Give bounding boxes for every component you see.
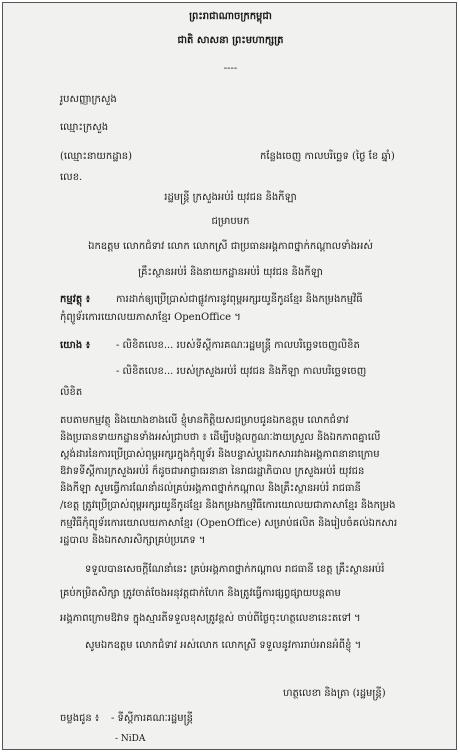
national-motto: ជាតិ សាសនា ព្រះមហាក្សត្រ	[177, 35, 284, 46]
reference-item-1: - លិខិតលេខ... របស់ទីស្តីការគណៈរដ្ឋមន្ត្រី កាលបរិច្ឆេទចេញលិខិត	[116, 340, 360, 351]
paragraph-1-line: /ខេត្ត ត្រូវប្រើប្រាស់ពុម្ពអក្សរយូនីកូដខ្មែរ និងកម្រងកម្មវិធីកោរយោលយជាភាសាខ្មែរ និងកម្រង	[60, 500, 396, 511]
reference-item-2-cont: លិខិត	[60, 387, 83, 398]
subject-line-1: ការដាក់ឲ្យប្រើប្រាស់ជាផ្លូវការនូវពុម្ពអក្សរយូនីកូដខ្មែរ និងកម្រងកម្មវិធី	[116, 294, 363, 305]
letter-number: លេខ.	[60, 172, 83, 183]
subject-line-2: កុំព្យូទ័រកោរយោលយភាសាខ្មែរ OpenOffice ។	[60, 312, 241, 323]
addressee-line-1: ឯកឧត្តម លោកជំទាវ លោក លោកស្រី ជាប្រធានអង្គភាពថ្នាក់កណ្តាលទាំងអស់	[88, 241, 373, 252]
header-divider: ----	[223, 63, 238, 74]
ministry-name: ឈ្មោះក្រសួង	[60, 122, 109, 133]
respectfully-line: ជម្រាបមក	[211, 216, 250, 227]
department-name: (ឈ្មោះនាយកដ្ឋាន)	[60, 151, 133, 162]
paragraph-2-line: ទទួលបានសេចក្តីណែនាំនេះ គ្រប់អង្គភាពថ្នាក់កណ្តាល រាជធានី ខេត្ត គ្រឹះស្ថានអប់រំ	[85, 564, 385, 575]
document-page	[2, 2, 457, 750]
place-date: កន្លែងចេញ កាលបរិច្ឆេទ (ថ្ងៃ ខែ ឆ្នាំ)	[260, 151, 395, 162]
ministry-logo-line: រូបសញ្ញាក្រសួង	[60, 94, 117, 105]
reference-item-2: - លិខិតលេខ... របស់ក្រសួងអប់រំ យុវជន និងកីឡា កាលបរិច្ឆេទចេញ	[116, 366, 367, 377]
paragraph-1-line: និងកីឡា សូមធ្វើការណែនាំដល់គ្រប់អង្គភាពថ្នាក់កណ្តាល និងគ្រឹះស្ថានអប់រំ រាជធានី	[60, 483, 361, 494]
kingdom-heading: ព្រះរាជាណាចក្រកម្ពុជា	[189, 11, 272, 22]
paragraph-1-line: កម្មវិធីកុំព្យូទ័រកោរយោលយភាសាខ្មែរ (OpenOffice) សម្រាប់ផលិត និងរៀបចំគល់ឯកសារ	[60, 518, 398, 529]
paragraph-2-line: គ្រប់កម្រិតសិក្សា ត្រូវចាត់ចែងអនុវត្តជាក់ហែក និងត្រូវធ្វើការផ្សព្វផ្សាយបន្តតាម	[60, 588, 341, 599]
closing-line: សូមឯកឧត្តម លោកជំទាវ អស់លោក លោកស្រី ទទួលនូវការរាប់អានអំពីខ្ញុំ ។	[85, 640, 362, 651]
signature-line: ហត្ថលេខា និងត្រា (រដ្ឋមន្ត្រី)	[283, 688, 386, 699]
paragraph-2-line: អង្គភាពក្រោមឱវាទ ក្នុងស្មារតីទទួលខុសត្រូវខ្ពស់ ចាប់ពីថ្ងៃចុះហត្ថលេខានេះតទៅ ។	[60, 613, 361, 624]
cc-label: ចម្លងជូន ៖	[60, 713, 100, 724]
minister-title: រដ្ឋមន្ត្រី ក្រសួងអប់រំ យុវជន និងកីឡា	[164, 192, 297, 203]
addressee-line-2: គ្រឹះស្ថានអប់រំ និងនាយកដ្ឋានអប់រំ យុវជន និងកីឡា	[138, 267, 323, 278]
paragraph-1-line: ឱវាទទីស្តីការក្រសួងអប់រំ ក៏ដូចជាអាជ្ញាធរនានា នៃរាជរដ្ឋាភិបាល ក្រសួងអប់រំ យុវជន	[60, 466, 365, 477]
reference-label: យោង ៖	[60, 340, 91, 351]
paragraph-1-line: តបតាមកម្មវត្ថុ និងយោងខាងលើ ខ្ញុំមានកិត្តិយសជម្រាបជូនឯកឧត្តម លោកជំទាវ	[60, 415, 349, 426]
paragraph-1-line: ស្តង់ដារនៃការប្រើប្រាស់ពុម្ពអក្សរក្នុងកុំព្យូទ័រ និងបន្ទាស់ប្តូរឯកសាររវាងអង្គភាពនានាក្រោម	[60, 449, 380, 460]
paragraph-1-line: រដ្ឋបាល និងឯកសារសិក្សាគ្រប់ប្រភេទ ។	[60, 535, 206, 546]
subject-label: កម្មវត្ថុ ៖	[60, 294, 91, 305]
cc-item-2: - NiDA	[115, 734, 146, 744]
paragraph-1-line: និងប្រធានទាយកដ្ឋានទាំងអស់ជ្រាបថា ៖ ដើម្បីបង្កលក្ខណៈងាយស្រួល និងឯកភាពគ្នាលើ	[60, 432, 381, 443]
cc-item-1: - ទីស្តីការគណៈរដ្ឋមន្ត្រី	[111, 713, 193, 724]
